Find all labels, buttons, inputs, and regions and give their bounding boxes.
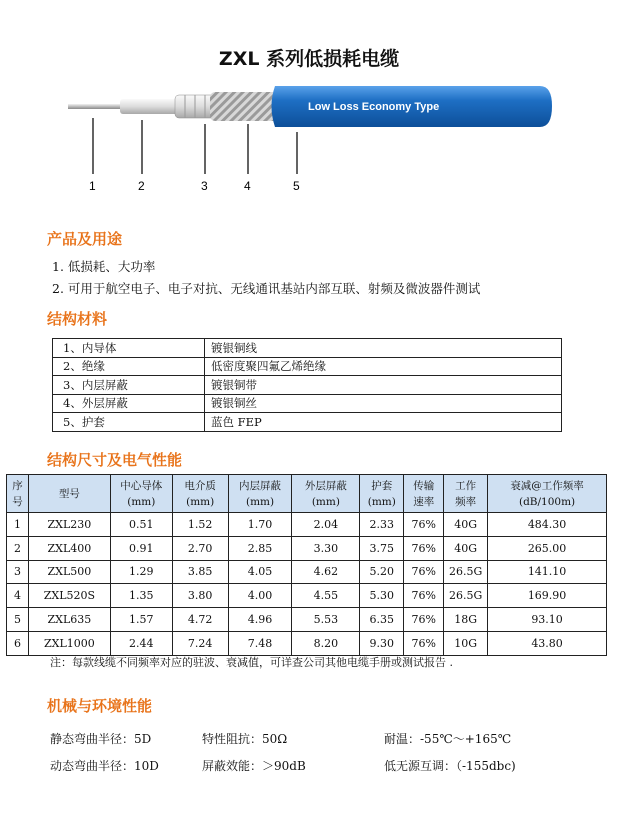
table-cell: 76% xyxy=(404,536,444,560)
list-item: 2. 可用于航空电子、电子对抗、无线通讯基站内部互联、射频及微波器件测试 xyxy=(52,281,481,296)
table-cell: 5.30 xyxy=(360,584,404,608)
table-cell: 2.85 xyxy=(228,536,292,560)
table-cell: 2.70 xyxy=(172,536,228,560)
table-cell: 2 xyxy=(7,536,29,560)
specs-table xyxy=(6,474,607,656)
table-cell: 93.10 xyxy=(488,608,607,632)
table-cell: 6.35 xyxy=(360,608,404,632)
table-cell: 76% xyxy=(404,560,444,584)
table-cell: 40G xyxy=(444,513,488,537)
table-cell: 3 xyxy=(7,560,29,584)
table-row: 4、外层屏蔽 镀银铜丝 xyxy=(53,394,562,413)
table-cell: 1.35 xyxy=(110,584,172,608)
section-title-uses: 产品及用途 xyxy=(47,230,123,248)
table-header-cell: 传输 速率 xyxy=(404,475,444,513)
table-cell: 43.80 xyxy=(488,631,607,655)
table-cell: 40G xyxy=(444,536,488,560)
table-row: 1、内导体 镀银铜线 xyxy=(53,339,562,358)
inner-conductor xyxy=(68,104,128,109)
table-cell: 2.33 xyxy=(360,513,404,537)
jacket-text: Low Loss Economy Type xyxy=(308,101,440,113)
table-header-cell: 型号 xyxy=(28,475,110,513)
table-cell: 3.85 xyxy=(172,560,228,584)
section-title-materials: 结构材料 xyxy=(47,310,108,328)
table-cell: 4.00 xyxy=(228,584,292,608)
table-cell: 3.75 xyxy=(360,536,404,560)
table-header-cell: 衰减@工作频率 (dB/100m) xyxy=(488,475,607,513)
temperature-rating: 耐温：-55℃～+165℃ xyxy=(384,732,512,746)
materials-table xyxy=(52,338,562,432)
table-header-cell: 序 号 xyxy=(7,475,29,513)
table-cell: 9.30 xyxy=(360,631,404,655)
table-cell: 1.29 xyxy=(110,560,172,584)
table-row: 5、护套 蓝色 FEP xyxy=(53,413,562,432)
table-cell: 4.55 xyxy=(292,584,360,608)
section-title-specs: 结构尺寸及电气性能 xyxy=(47,451,183,469)
table-header-cell: 工作 频率 xyxy=(444,475,488,513)
table-cell: 0.51 xyxy=(110,513,172,537)
table-row: 2、绝缘 低密度聚四氟乙烯绝缘 xyxy=(53,357,562,376)
footnote: 注：每款线缆不同频率对应的驻波、衰减值，可详查公司其他电缆手册或测试报告 . xyxy=(50,656,453,669)
table-cell: 26.5G xyxy=(444,584,488,608)
table-cell: 76% xyxy=(404,631,444,655)
table-cell: 6 xyxy=(7,631,29,655)
table-row xyxy=(7,631,607,655)
table-cell: ZXL1000 xyxy=(28,631,110,655)
callout-4: 4 xyxy=(244,179,251,193)
table-cell: 8.20 xyxy=(292,631,360,655)
callout-2: 2 xyxy=(138,179,145,193)
table-header-cell: 内层屏蔽 (mm) xyxy=(228,475,292,513)
characteristic-impedance: 特性阻抗：50Ω xyxy=(202,732,288,746)
table-cell: 5.53 xyxy=(292,608,360,632)
callout-5: 5 xyxy=(293,179,300,193)
table-cell: ZXL400 xyxy=(28,536,110,560)
table-header-cell: 中心导体 (mm) xyxy=(110,475,172,513)
table-row xyxy=(7,584,607,608)
table-row xyxy=(7,513,607,537)
table-cell: 1 xyxy=(7,513,29,537)
dynamic-bend-radius: 动态弯曲半径：10D xyxy=(50,759,159,773)
table-cell: 26.5G xyxy=(444,560,488,584)
table-row xyxy=(7,560,607,584)
shielding-effectiveness: 屏蔽效能：＞90dB xyxy=(202,759,306,773)
table-cell: 7.48 xyxy=(228,631,292,655)
table-cell: 76% xyxy=(404,608,444,632)
table-cell: 4 xyxy=(7,584,29,608)
table-header-cell: 护套 (mm) xyxy=(360,475,404,513)
table-cell: 18G xyxy=(444,608,488,632)
table-cell: 5 xyxy=(7,608,29,632)
outer-braid-shield xyxy=(210,92,280,121)
table-cell: 0.91 xyxy=(110,536,172,560)
callout-3: 3 xyxy=(201,179,208,193)
table-cell: 4.62 xyxy=(292,560,360,584)
table-cell: ZXL635 xyxy=(28,608,110,632)
list-item: 1. 低损耗、大功率 xyxy=(52,259,156,274)
table-row: 3、内层屏蔽 镀银铜带 xyxy=(53,376,562,395)
dielectric-insulation xyxy=(120,99,180,114)
table-cell: 4.72 xyxy=(172,608,228,632)
table-cell: 3.80 xyxy=(172,584,228,608)
cable-diagram xyxy=(60,82,560,202)
table-cell: 265.00 xyxy=(488,536,607,560)
table-cell: 3.30 xyxy=(292,536,360,560)
table-cell: 141.10 xyxy=(488,560,607,584)
table-cell: 10G xyxy=(444,631,488,655)
table-header-cell: 外层屏蔽 (mm) xyxy=(292,475,360,513)
table-row xyxy=(7,536,607,560)
table-cell: 4.96 xyxy=(228,608,292,632)
table-cell: 2.44 xyxy=(110,631,172,655)
table-header-cell: 电介质 (mm) xyxy=(172,475,228,513)
table-header-row xyxy=(7,475,607,513)
table-cell: 1.70 xyxy=(228,513,292,537)
section-title-env: 机械与环境性能 xyxy=(47,697,153,715)
table-cell: 2.04 xyxy=(292,513,360,537)
callout-1: 1 xyxy=(89,179,96,193)
table-cell: 7.24 xyxy=(172,631,228,655)
table-cell: ZXL500 xyxy=(28,560,110,584)
table-cell: 484.30 xyxy=(488,513,607,537)
table-cell: 76% xyxy=(404,584,444,608)
table-cell: 169.90 xyxy=(488,584,607,608)
static-bend-radius: 静态弯曲半径：5D xyxy=(50,732,152,746)
document-title: ZXL 系列低损耗电缆 xyxy=(218,48,400,70)
table-row xyxy=(7,608,607,632)
table-cell: 1.57 xyxy=(110,608,172,632)
table-cell: 5.20 xyxy=(360,560,404,584)
uses-list xyxy=(52,256,480,300)
table-cell: ZXL230 xyxy=(28,513,110,537)
table-cell: 76% xyxy=(404,513,444,537)
table-cell: 4.05 xyxy=(228,560,292,584)
table-cell: 1.52 xyxy=(172,513,228,537)
table-cell: ZXL520S xyxy=(28,584,110,608)
passive-intermod: 低无源互调：（-155dbc) xyxy=(384,759,516,773)
